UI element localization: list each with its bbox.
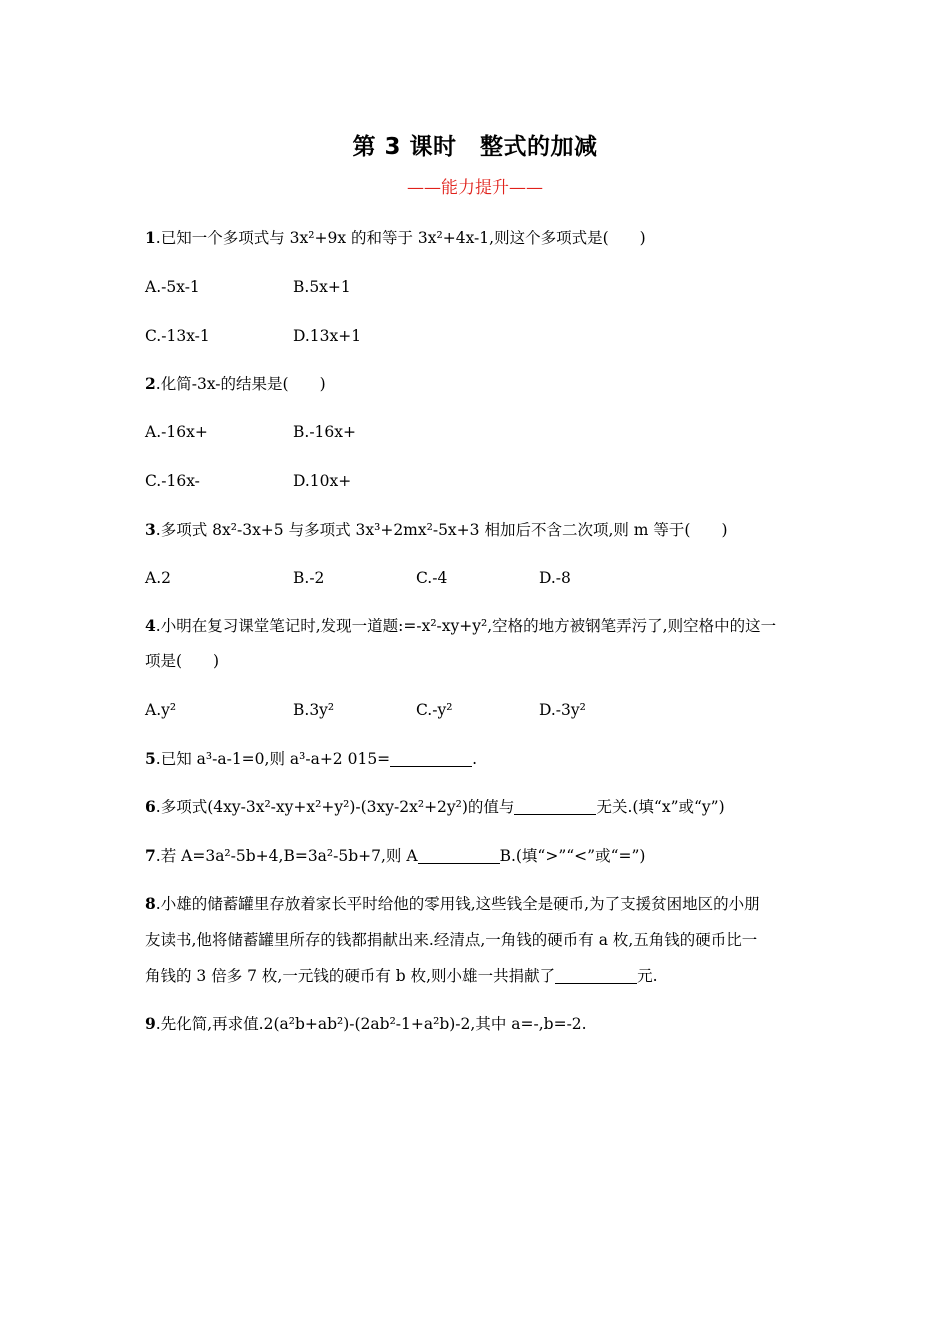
question-7 — [145, 846, 645, 866]
answer-blank[interactable] — [555, 969, 637, 984]
question-text: .若 A=3a²-5b+4,B=3a²-5b+7,则 A — [155, 847, 418, 865]
question-text: .已知一个多项式与 3x²+9x 的和等于 3x²+4x-1,则这个多项式是( ) — [155, 229, 646, 247]
question-4-continued: 项是( ) — [145, 652, 220, 670]
answer-blank[interactable] — [514, 800, 596, 815]
option-d: D.-3y² — [539, 701, 586, 719]
question-6 — [145, 797, 725, 817]
question-number: 9 — [145, 1014, 156, 1033]
question-8-line-3 — [145, 966, 658, 986]
option-c: C.-16x- — [145, 472, 200, 490]
option-d: D.-8 — [539, 569, 571, 587]
question-tail: B.(填“>”“<”或“=”) — [499, 847, 646, 865]
question-text: .小雄的储蓄罐里存放着家长平时给他的零用钱,这些钱全是硬币,为了支援贫困地区的小朋 — [155, 895, 760, 913]
question-9 — [145, 1014, 587, 1034]
option-a: A.y² — [145, 701, 177, 719]
option-d: D.13x+1 — [293, 327, 362, 345]
question-number: 4 — [145, 616, 156, 635]
question-text: 角钱的 3 倍多 7 枚,一元钱的硬币有 b 枚,则小雄一共捐献了 — [145, 967, 556, 985]
question-8-line-2: 友读书,他将储蓄罐里所存的钱都捐献出来.经清点,一角钱的硬币有 a 枚,五角钱的硬币比一 — [145, 931, 758, 949]
page-title: 第 3 课时 整式的加减 — [352, 134, 598, 160]
question-text: .化简-3x-的结果是( ) — [155, 375, 326, 393]
answer-blank[interactable] — [390, 752, 472, 767]
question-number: 5 — [145, 749, 156, 768]
question-tail: 无关.(填“x”或“y”) — [596, 798, 725, 816]
option-d: D.10x+ — [293, 472, 352, 490]
option-c: C.-4 — [416, 569, 448, 587]
option-a: A.2 — [145, 569, 171, 587]
question-text: .多项式 8x²-3x+5 与多项式 3x³+2mx²-5x+3 相加后不含二次项,则 m 等于( ) — [155, 521, 728, 539]
question-3 — [145, 520, 728, 540]
option-b: B.5x+1 — [293, 278, 351, 296]
question-text: .先化简,再求值.2(a²b+ab²)-(2ab²-1+a²b)-2,其中 a=-,b=-2. — [155, 1015, 587, 1033]
question-number: 7 — [145, 846, 156, 865]
question-number: 2 — [145, 374, 156, 393]
question-text: .多项式(4xy-3x²-xy+x²+y²)-(3xy-2x²+2y²)的值与 — [155, 798, 515, 816]
question-number: 6 — [145, 797, 156, 816]
option-a: A.-16x+ — [145, 423, 208, 441]
option-b: B.-2 — [293, 569, 325, 587]
question-4 — [145, 616, 776, 636]
option-b: B.3y² — [293, 701, 335, 719]
question-text: .小明在复习课堂笔记时,发现一道题:=-x²-xy+y²,空格的地方被钢笔弄污了,则空格中的这一 — [155, 617, 777, 635]
option-c: C.-y² — [416, 701, 453, 719]
question-2 — [145, 374, 326, 394]
question-number: 8 — [145, 894, 156, 913]
question-5: 5.已知 a³-a-1=0,则 a³-a+2 015= . — [145, 749, 478, 768]
answer-blank[interactable] — [418, 849, 500, 864]
question-1 — [145, 228, 646, 248]
option-c: C.-13x-1 — [145, 327, 210, 345]
question-tail: 元. — [637, 967, 658, 985]
question-text: .已知 a³-a-1=0,则 a³-a+2 015= — [155, 750, 391, 768]
option-b: B.-16x+ — [293, 423, 357, 441]
question-number: 1 — [145, 228, 156, 247]
option-a: A.-5x-1 — [145, 278, 200, 296]
question-8 — [145, 894, 760, 914]
section-subtitle: ——能力提升—— — [407, 178, 543, 198]
question-number: 3 — [145, 520, 156, 539]
